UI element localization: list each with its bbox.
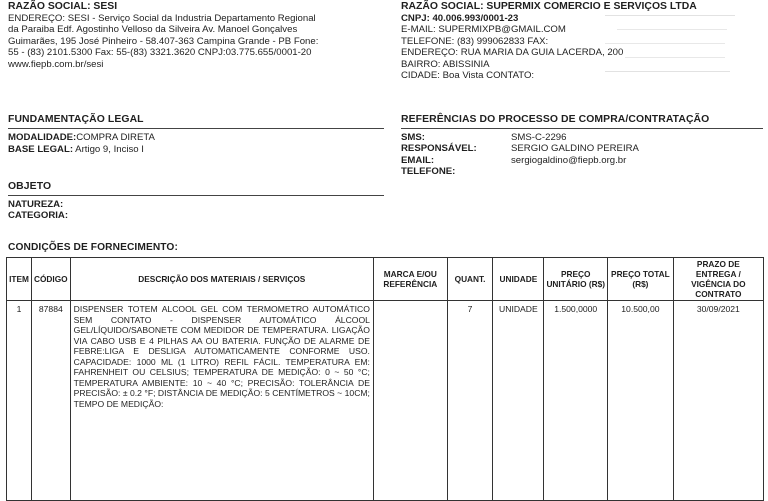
table-row	[7, 301, 764, 501]
supplier-cnpj: CNPJ: 40.006.993/0001-23	[401, 13, 519, 24]
section-divider	[8, 128, 384, 129]
base-legal-line	[8, 144, 144, 155]
cell-unidade: UNIDADE	[493, 301, 544, 501]
buyer-address-line: 55 - (83) 2101.5300 Fax: 55-(83) 3321.3620 CNPJ:03.775.655/0001-20	[8, 47, 312, 59]
section-divider	[401, 128, 763, 129]
header-preco-unitario: PREÇO UNITÁRIO (R$)	[544, 258, 608, 301]
buyer-website: www.fiepb.com.br/sesi	[8, 58, 104, 70]
cell-prazo: 30/09/2021	[673, 301, 763, 501]
supplier-cidade: CIDADE: Boa Vista CONTATO:	[401, 70, 535, 82]
supplier-bairro: BAIRRO: ABISSINIA	[401, 58, 490, 70]
header-quant: QUANT.	[447, 258, 493, 301]
buyer-razao-social: RAZÃO SOCIAL: SESI	[8, 1, 118, 12]
buyer-address-line: ENDEREÇO: SESI - Serviço Social da Industria Departamento Regional	[8, 13, 316, 24]
cell-item: 1	[7, 301, 32, 501]
header-codigo: CÓDIGO	[31, 258, 70, 301]
objeto-fields	[8, 199, 68, 222]
supplier-endereco: ENDEREÇO: RUA MARIA DA GUIA LACERDA, 200	[401, 47, 624, 59]
supplier-block	[401, 0, 761, 81]
buyer-address-line: Guimarães, 195 José Pinheiro - 58.407-363 Campina Grande - PB Fone:	[8, 35, 319, 47]
supplier-razao-social: RAZÃO SOCIAL: SUPERMIX COMERCIO E SERVIÇOS LTDA	[401, 1, 697, 12]
referencias-values	[511, 132, 639, 166]
table-header-row	[7, 258, 764, 301]
email-value: sergiogaldino@fiepb.org.br	[511, 154, 627, 166]
section-divider	[8, 195, 384, 196]
responsavel-label: RESPONSÁVEL:	[401, 143, 477, 155]
cell-marca	[373, 301, 447, 501]
cell-preco-unitario: 1.500,0000	[544, 301, 608, 501]
buyer-block	[8, 0, 380, 70]
sms-value: SMS-C-2296	[511, 132, 567, 143]
header-unidade: UNIDADE	[493, 258, 544, 301]
objeto-title: OBJETO	[8, 181, 52, 192]
referencias-labels	[401, 132, 477, 178]
referencias-title: REFERÊNCIAS DO PROCESSO DE COMPRA/CONTRATAÇÃO	[401, 114, 710, 125]
fundamentacao-title: FUNDAMENTAÇÃO LEGAL	[8, 114, 144, 125]
supplier-telefone: TELEFONE: (83) 999062833 FAX:	[401, 35, 549, 47]
categoria-label: CATEGORIA:	[8, 210, 69, 222]
modalidade-label: MODALIDADE:	[8, 132, 77, 143]
base-legal-label: BASE LEGAL:	[8, 144, 74, 155]
buyer-address-line: da Paraiba Edf. Agostinho Velloso da Silveira Av. Manoel Gonçalves	[8, 24, 298, 36]
header-marca: MARCA E/OU REFERÊNCIA	[373, 258, 447, 301]
modalidade-line	[8, 132, 155, 143]
supplier-email: E-MAIL: SUPERMIXPB@GMAIL.COM	[401, 24, 566, 36]
header-prazo: PRAZO DE ENTREGA / VIGÊNCIA DO CONTRATO	[673, 258, 763, 301]
natureza-label: NATUREZA:	[8, 199, 64, 210]
cell-codigo: 87884	[31, 301, 70, 501]
cell-preco-total: 10.500,00	[608, 301, 674, 501]
telefone-label: TELEFONE:	[401, 166, 456, 178]
cell-descricao: DISPENSER TOTEM ALCOOL GEL COM TERMOMETRO AUTOMÁTICO SEM CONTATO - DISPENSER AUTOMÁTICO ÁLCOOL GEL/LÍQUIDO/SABONETE COM MEDIDOR DE TEMPERATURA. LIGAÇÃO VIA CABO USB E 4 PILHAS AA OU BATERIA. FUNÇÃO DE ALARME DE FEBRE:LIGA E DESLIGA AUTOMATICAMENTE CONFORME USO. CAPACIDADE: 1000 ML (1 LITRO) REFIL FÁCIL. TEMPERATURA EM: FAHRENHEIT OU CELSIUS; TEMPERATURA DE MEDIÇÃO: 0 ~ 50 °C; TEMPERATURA AMBIENTE: 10 ~ 40 °C; PRECISÃO: TOLERÂNCIA DE PRECISÃO: ± 0.2 °F; DISTÂNCIA DE MEDIÇÃO: 5 CENTÍMETROS ~ 10CM; TEMPO DE MEDIÇÃO:	[70, 301, 373, 501]
email-label: EMAIL:	[401, 154, 435, 166]
header-preco-total: PREÇO TOTAL (R$)	[608, 258, 674, 301]
base-legal-value: Artigo 9, Inciso I	[75, 144, 144, 155]
header-item: ITEM	[7, 258, 32, 301]
sms-label: SMS:	[401, 132, 425, 143]
responsavel-value: SERGIO GALDINO PEREIRA	[511, 143, 639, 155]
items-table	[6, 257, 764, 501]
cell-quant: 7	[447, 301, 493, 501]
modalidade-value: COMPRA DIRETA	[76, 132, 155, 143]
condicoes-title: CONDIÇÕES DE FORNECIMENTO:	[8, 242, 178, 253]
header-descricao: DESCRIÇÃO DOS MATERIAIS / SERVIÇOS	[70, 258, 373, 301]
